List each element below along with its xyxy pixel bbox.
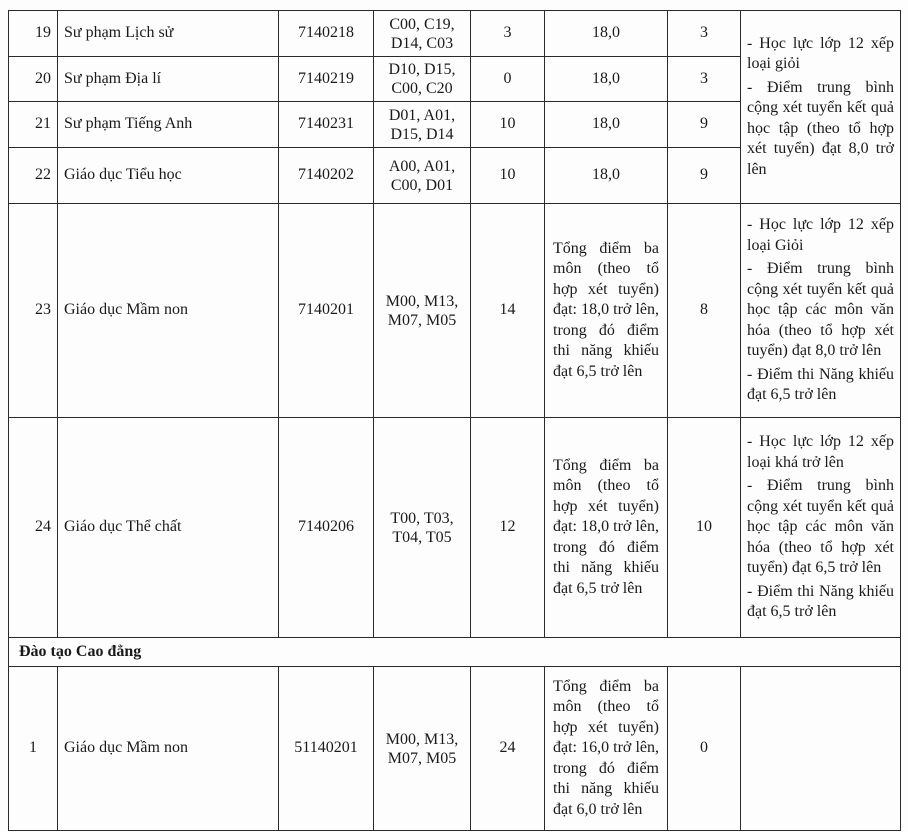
combo-line: T04, T05 bbox=[392, 528, 452, 546]
major-code: 7140202 bbox=[279, 148, 374, 204]
major-code: 7140219 bbox=[279, 57, 374, 102]
row-number: 22 bbox=[9, 148, 58, 204]
combo-line: D14, C03 bbox=[390, 34, 454, 52]
major-name: Giáo dục Mầm non bbox=[58, 204, 279, 418]
combo-line: M07, M05 bbox=[387, 749, 457, 767]
condition-line: - Điểm trung bình cộng xét tuyển kết quả học tập các môn văn hóa (theo tổ hợp xét tuyển) đạt 6,5 trở lên bbox=[747, 477, 894, 577]
major-name: Sư phạm Địa lí bbox=[58, 57, 279, 102]
min-score: 18,0 bbox=[545, 11, 668, 57]
combo-line: M00, M13, bbox=[385, 292, 459, 310]
subject-combinations bbox=[374, 102, 471, 148]
subject-combinations bbox=[374, 57, 471, 102]
row-number: 19 bbox=[9, 11, 58, 57]
admitted-count: 3 bbox=[668, 11, 741, 57]
major-code: 7140218 bbox=[279, 11, 374, 57]
condition-line: - Học lực lớp 12 xếp loại Giỏi bbox=[747, 216, 894, 254]
quota: 3 bbox=[471, 11, 545, 57]
table-row bbox=[9, 11, 901, 57]
combo-line: C00, D01 bbox=[390, 176, 454, 194]
subject-combinations bbox=[374, 11, 471, 57]
condition-line: - Học lực lớp 12 xếp loại giỏi bbox=[747, 34, 894, 73]
subject-combinations bbox=[374, 148, 471, 204]
major-code: 7140206 bbox=[279, 418, 374, 638]
major-code: 7140201 bbox=[279, 204, 374, 418]
quota: 10 bbox=[471, 148, 545, 204]
min-score: 18,0 bbox=[545, 57, 668, 102]
admission-table bbox=[8, 10, 901, 831]
combo-line: M07, M05 bbox=[387, 311, 457, 329]
admitted-count: 8 bbox=[668, 204, 741, 418]
quota: 14 bbox=[471, 204, 545, 418]
quota: 12 bbox=[471, 418, 545, 638]
conditions-shared bbox=[741, 11, 901, 204]
major-name: Giáo dục Mầm non bbox=[58, 667, 279, 831]
major-name: Giáo dục Tiểu học bbox=[58, 148, 279, 204]
min-score: Tổng điểm ba môn (theo tổ hợp xét tuyển) đạt: 16,0 trở lên, trong đó điểm thi năng khiếu đạt 6,0 trở lên bbox=[545, 667, 668, 831]
major-name: Sư phạm Lịch sử bbox=[58, 11, 279, 57]
combo-line: C00, C20 bbox=[391, 80, 453, 97]
subject-combinations bbox=[374, 418, 471, 638]
conditions bbox=[741, 667, 901, 831]
admitted-count: 9 bbox=[668, 148, 741, 204]
quota: 10 bbox=[471, 102, 545, 148]
conditions bbox=[741, 204, 901, 418]
row-number: 1 bbox=[9, 667, 58, 831]
condition-line: - Điểm trung bình cộng xét tuyển kết quả học tập (theo tổ hợp xét tuyển) đạt 8,0 trở lên bbox=[747, 78, 894, 178]
quota: 24 bbox=[471, 667, 545, 831]
table-row bbox=[9, 667, 901, 831]
admitted-count: 10 bbox=[668, 418, 741, 638]
combo-line: C00, C19, bbox=[389, 15, 455, 33]
section-title: Đào tạo Cao đẳng bbox=[9, 638, 901, 667]
combo-line: D01, A01, bbox=[388, 106, 456, 124]
combo-line: T00, T03, bbox=[390, 509, 454, 527]
row-number: 21 bbox=[9, 102, 58, 148]
conditions bbox=[741, 418, 901, 638]
section-row bbox=[9, 638, 901, 667]
admitted-count: 3 bbox=[668, 57, 741, 102]
min-score: 18,0 bbox=[545, 148, 668, 204]
min-score: Tổng điểm ba môn (theo tổ hợp xét tuyển) đạt: 18,0 trở lên, trong đó điểm thi năng khiếu đạt 6,5 trở lên bbox=[545, 204, 668, 418]
condition-line: - Điểm thi Năng khiếu đạt 6,5 trở lên bbox=[747, 365, 894, 404]
subject-combinations bbox=[374, 204, 471, 418]
table-row bbox=[9, 204, 901, 418]
subject-combinations bbox=[374, 667, 471, 831]
min-score: 18,0 bbox=[545, 102, 668, 148]
combo-line: D15, D14 bbox=[390, 125, 454, 143]
admitted-count: 9 bbox=[668, 102, 741, 148]
major-name: Sư phạm Tiếng Anh bbox=[58, 102, 279, 148]
major-code: 51140201 bbox=[279, 667, 374, 831]
major-code: 7140231 bbox=[279, 102, 374, 148]
combo-line: D10, D15, bbox=[388, 61, 456, 78]
row-number: 24 bbox=[9, 418, 58, 638]
admitted-count: 0 bbox=[668, 667, 741, 831]
table-row bbox=[9, 418, 901, 638]
combo-line: A00, A01, bbox=[388, 157, 456, 175]
condition-line: - Học lực lớp 12 xếp loại khá trở lên bbox=[747, 433, 894, 471]
combo-line: M00, M13, bbox=[385, 730, 459, 748]
min-score: Tổng điểm ba môn (theo tổ hợp xét tuyển) đạt: 18,0 trở lên, trong đó điểm thi năng khiếu đạt 6,5 trở lên bbox=[545, 418, 668, 638]
major-name: Giáo dục Thể chất bbox=[58, 418, 279, 638]
condition-line: - Điểm trung bình cộng xét tuyển kết quả học tập các môn văn hóa (theo tổ hợp xét tuyển) đạt 8,0 trở lên bbox=[747, 260, 894, 360]
row-number: 23 bbox=[9, 204, 58, 418]
condition-line: - Điểm thi Năng khiếu đạt 6,5 trở lên bbox=[747, 582, 894, 621]
quota: 0 bbox=[471, 57, 545, 102]
row-number: 20 bbox=[9, 57, 58, 102]
